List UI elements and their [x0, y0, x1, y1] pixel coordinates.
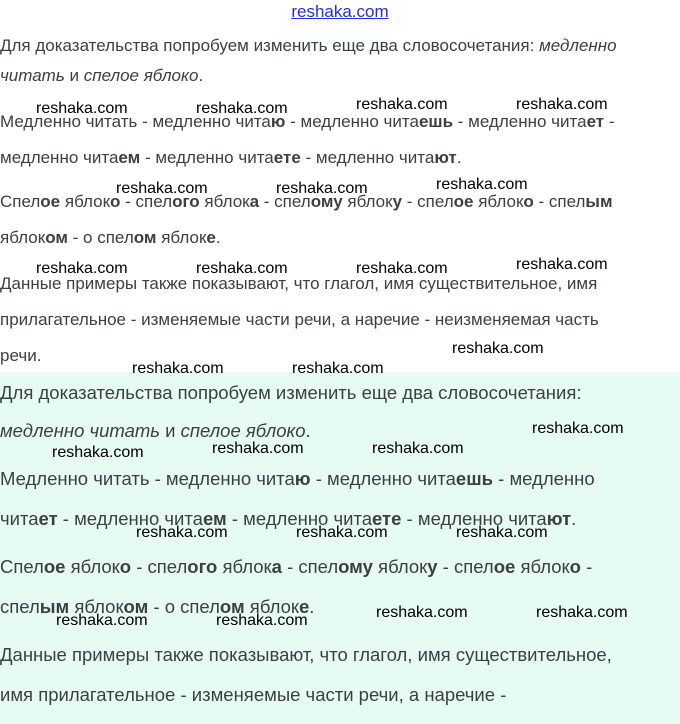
conclusion-line-1: Данные примеры также показывают, что глагол, имя существительное,	[0, 644, 612, 665]
text: - медленно	[493, 468, 595, 489]
text: яблок	[65, 556, 120, 577]
watermark: reshaka.com	[132, 360, 224, 377]
text: - медленно чита	[310, 468, 456, 489]
verb-line-1	[0, 458, 595, 500]
ending: ое	[453, 192, 474, 211]
text: яблок	[244, 596, 299, 617]
ending: о	[110, 192, 121, 211]
text: - спел	[120, 192, 173, 211]
watermark: reshaka.com	[36, 260, 128, 277]
watermark: reshaka.com	[356, 96, 448, 113]
ending: о	[523, 192, 534, 211]
ending: ое	[493, 556, 516, 577]
watermark: reshaka.com	[356, 260, 448, 277]
ending: у	[427, 556, 438, 577]
ending: ют	[434, 148, 457, 167]
text: .	[456, 148, 462, 167]
intro-line-2	[0, 56, 203, 96]
ending: ете	[372, 508, 402, 529]
text: - медленно чита	[226, 508, 372, 529]
text: .	[571, 508, 577, 529]
text: .	[309, 596, 315, 617]
ending: ешь	[455, 468, 493, 489]
conclusion-line-3: речи.	[0, 346, 42, 365]
ending: ю	[270, 112, 286, 131]
text: медленно чита	[0, 148, 119, 167]
ending: ом	[219, 596, 245, 617]
noun-line-2	[0, 218, 221, 258]
ending: ому	[338, 556, 373, 577]
conclusion-line-2: прилагательное - изменяемые части речи, а наречие - неизменяемая часть	[0, 310, 599, 329]
text: - спел	[131, 556, 188, 577]
italic-text: спелое яблоко	[180, 420, 306, 441]
watermark: reshaka.com	[116, 180, 208, 197]
text: спел	[0, 596, 40, 617]
text: - спел	[281, 556, 339, 577]
watermark: reshaka.com	[56, 612, 148, 629]
watermark: reshaka.com	[532, 420, 624, 437]
ending: ом	[123, 596, 149, 617]
watermark: reshaka.com	[52, 444, 144, 461]
watermark: reshaka.com	[136, 524, 228, 541]
ending: ому	[310, 192, 343, 211]
ending: ем	[118, 148, 141, 167]
ending: ет	[38, 508, 58, 529]
conclusion-line-2: имя прилагательное - изменяемые части речи, а наречие -	[0, 684, 507, 705]
text: .	[198, 66, 204, 85]
text: Спел	[0, 556, 44, 577]
ending: ое	[40, 192, 61, 211]
watermark: reshaka.com	[372, 440, 464, 457]
text: яблок	[156, 228, 207, 247]
text: - спел	[437, 556, 494, 577]
text: - медленно чита	[140, 148, 274, 167]
ending: у	[392, 192, 403, 211]
text: Медленно читать - медленно чита	[0, 112, 271, 131]
ending: ым	[585, 192, 613, 211]
text: яблок	[0, 228, 46, 247]
text: яблок	[473, 192, 524, 211]
watermark: reshaka.com	[516, 256, 608, 273]
ending: ете	[273, 148, 301, 167]
text: Для доказательства попробуем изменить еще два словосочетания:	[0, 36, 540, 55]
text: и	[160, 420, 181, 441]
ending: а	[249, 192, 260, 211]
watermark: reshaka.com	[452, 340, 544, 357]
ending: ом	[133, 228, 157, 247]
text: чита	[0, 508, 39, 529]
ending: е	[298, 596, 310, 617]
text: -	[604, 112, 615, 131]
watermark: reshaka.com	[436, 176, 528, 193]
ending: ешь	[418, 112, 454, 131]
ending: ое	[43, 556, 66, 577]
italic-text: медленно	[539, 36, 617, 55]
ending: е	[206, 228, 216, 247]
ending: ого	[172, 192, 200, 211]
ending: ем	[202, 508, 227, 529]
watermark: reshaka.com	[376, 604, 468, 621]
ending: а	[271, 556, 282, 577]
ending: ет	[586, 112, 605, 131]
text: .	[305, 420, 311, 441]
text: Спел	[0, 192, 41, 211]
text: яблок	[515, 556, 570, 577]
text: - спел	[533, 192, 586, 211]
ending: ют	[546, 508, 572, 529]
text: - медленно чита	[453, 112, 587, 131]
noun-line-1	[0, 546, 592, 588]
conclusion-line-1: Данные примеры также показывают, что глагол, имя существительное, имя	[0, 274, 598, 293]
italic-text: медленно читать	[0, 420, 160, 441]
text: - спел	[402, 192, 454, 211]
text: - медленно чита	[57, 508, 203, 529]
text: - о спел	[67, 228, 134, 247]
watermark: reshaka.com	[196, 100, 288, 117]
text: яблок	[217, 556, 272, 577]
ending: о	[569, 556, 581, 577]
text: - медленно чита	[401, 508, 547, 529]
text: яблок	[199, 192, 250, 211]
ending: ю	[294, 468, 311, 489]
text: .	[215, 228, 221, 247]
watermark: reshaka.com	[516, 96, 608, 113]
watermark: reshaka.com	[456, 524, 548, 541]
watermark: reshaka.com	[36, 100, 128, 117]
italic-text: спелое яблоко	[83, 66, 199, 85]
watermark: reshaka.com	[296, 524, 388, 541]
text: и	[64, 66, 84, 85]
text: яблок	[60, 192, 111, 211]
text: Медленно читать - медленно чита	[0, 468, 295, 489]
text: яблок	[372, 556, 428, 577]
watermark: reshaka.com	[212, 440, 304, 457]
site-link[interactable]: reshaka.com	[291, 2, 389, 21]
ending: о	[119, 556, 132, 577]
text: яблок	[69, 596, 124, 617]
watermark: reshaka.com	[292, 360, 384, 377]
text: - о спел	[148, 596, 220, 617]
answer-block-top	[0, 24, 680, 372]
text: яблок	[342, 192, 393, 211]
watermark: reshaka.com	[196, 260, 288, 277]
watermark: reshaka.com	[276, 180, 368, 197]
intro-line-1: Для доказательства попробуем изменить еще два словосочетания:	[0, 382, 582, 403]
text: - медленно чита	[300, 148, 435, 167]
text: - спел	[259, 192, 311, 211]
italic-text: читать	[0, 66, 65, 85]
watermark: reshaka.com	[216, 612, 308, 629]
ending: ом	[45, 228, 68, 247]
ending: ым	[39, 596, 70, 617]
text: - медленно чита	[285, 112, 419, 131]
ending: ого	[187, 556, 218, 577]
text: -	[580, 556, 593, 577]
watermark: reshaka.com	[536, 604, 628, 621]
verb-line-2	[0, 138, 461, 178]
